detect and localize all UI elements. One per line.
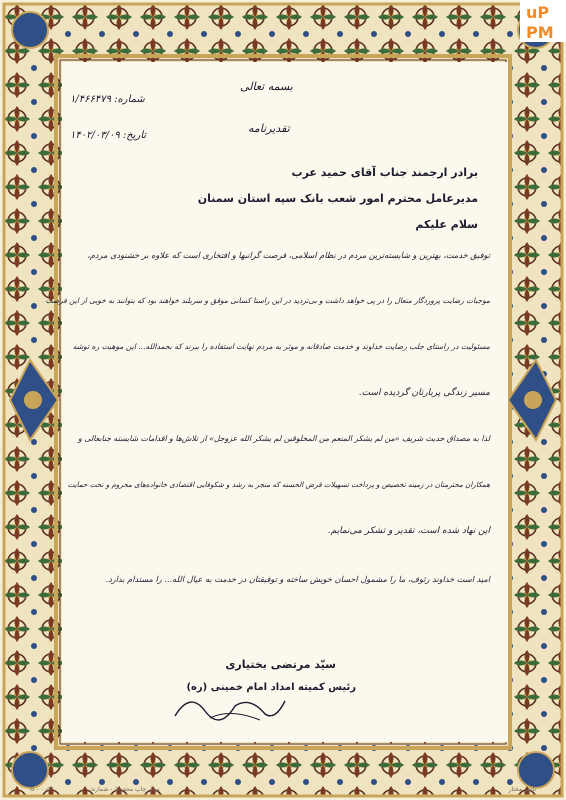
document-title: تقدیرنامه [248,122,290,135]
svg-text:PM: PM [526,23,554,42]
date-label: تاریخ: [122,130,147,141]
form-code: G - ۰۰۵۴ [30,786,54,793]
body-line-3: مسئولیت در راستای جلب رضایت خداوند و خدمت صادقانه و موثر به مردم نهایت استفاده را ببرند که بحمدالله... این موهبت ره توشه [72,342,490,351]
invocation: بسمه تعالی [240,80,293,93]
corner-ornament-br [518,752,554,788]
number-label: شماره: [114,94,145,105]
handwritten-signature [170,686,290,726]
corner-ornament-bl [12,752,48,788]
footer-right-note: ناشر مختار [508,786,536,793]
body-line-4: مسیر زندگی پربارتان گردیده است. [358,388,490,398]
corner-ornament-tl [12,12,48,48]
body-line-2: موجبات رضایت پروردگار متعال را در پی خواهد داشت و بی‌تردید در این راستا کسانی موفق و سربلند خواهند بود که بتوانند به خوبی از این فرصت [45,296,490,305]
watermark-logo [520,0,566,42]
signatory-name: سیّد مرتضی بختیاری [225,658,336,671]
body-line-8: امید است خداوند رئوف، ما را مشمول احسان خویش ساخته و توفیقتان در خدمت به عیال الله... را مستدام بدارد. [105,574,490,584]
signatory-position: رئیس کمیته امداد امام خمینی (ره) [186,682,356,693]
date-field [70,130,146,141]
paper-area [62,62,508,742]
svg-text:uP: uP [526,3,550,22]
body-line-5: لذا به مصداق حدیث شریف «من لم یشکر المنعم من المخلوقین لم یشکر الله عزوجل» از تلاش‌ها و اقدامات شایسته جنابعالی و [78,434,490,443]
greeting: سلام علیکم [415,218,478,231]
recipient-line-1: برادر ارجمند جناب آقای حمید عرب [291,166,478,179]
number-value: ۱/۴۶۶۴۷۹ [70,94,111,105]
body-line-1: توفیق خدمت، بهترین و شایسته‌ترین مردم در نظام اسلامی، فرصت گرانبها و افتخاری است که علاوه بر خشنودی مردم، [87,250,490,260]
recipient-line-2: مدیرعامل محترم امور شعب بانک سپه استان سمنان [197,192,478,205]
date-value: ۱۴۰۲/۰۳/۰۹ [70,130,120,141]
footer-left-note: محل چاپ محفوظ - شماره: [90,786,160,793]
number-field [70,94,145,105]
watermark-logo-graphic [520,0,566,42]
body-line-7: این نهاد شده است، تقدیر و تشکر می‌نمایم. [327,526,490,536]
body-line-6: همکاران محترمتان در زمینه تخصیص و پرداخت تسهیلات قرض الحسنه که منجر به رشد و شکوفایی اقتصادی خانواده‌های محروم و تحت حمایت [67,480,490,489]
